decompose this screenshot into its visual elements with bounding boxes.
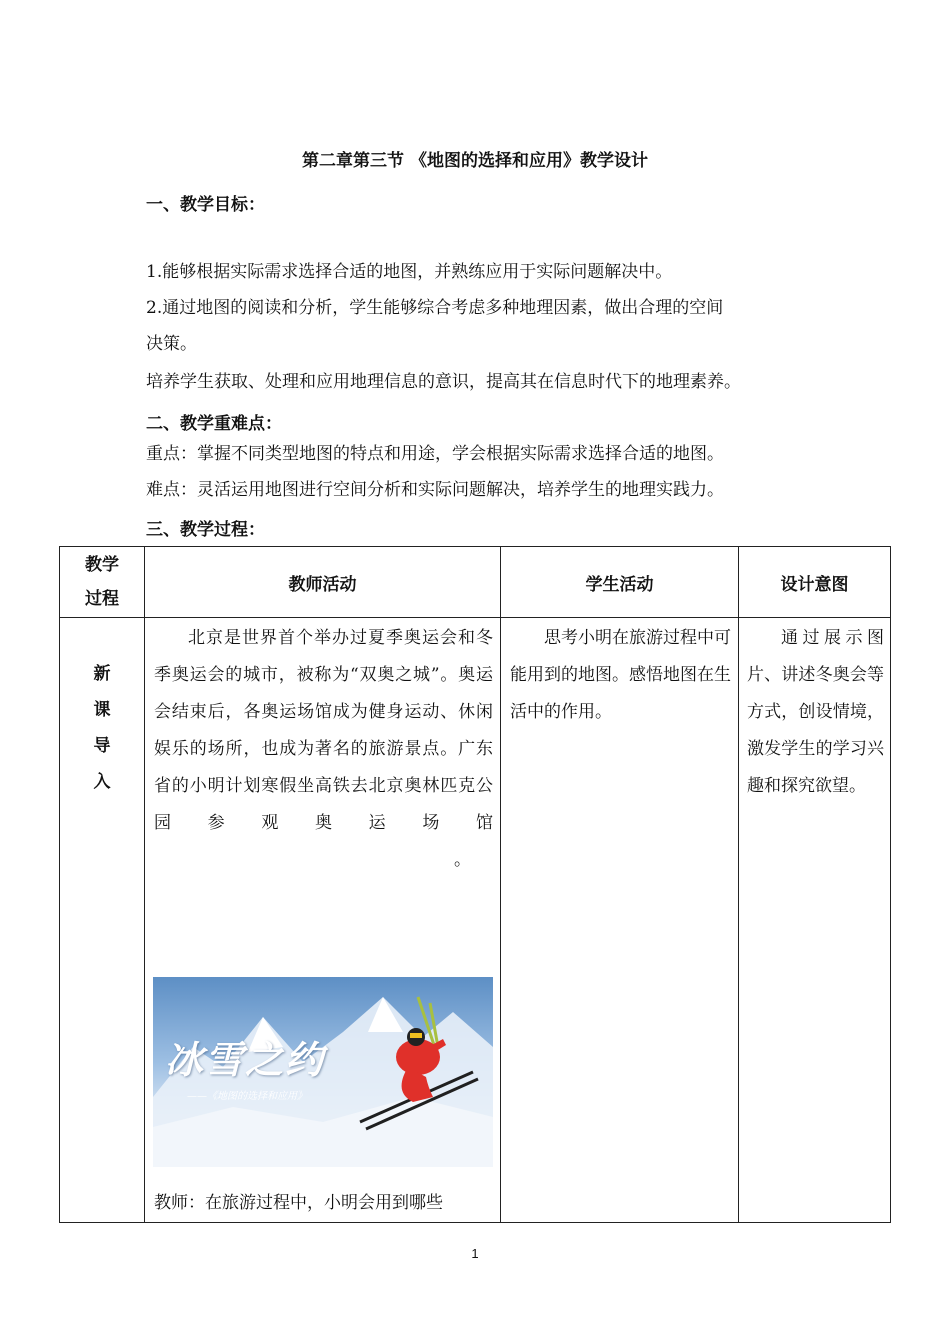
- winter-olympics-banner-image: [153, 977, 493, 1167]
- header-teacher-activity: 教师活动: [145, 547, 501, 618]
- stage-cell: [60, 618, 145, 1223]
- objective-3: 培养学生获取、处理和应用地理信息的意识，提高其在信息时代下的地理素养。: [146, 372, 741, 392]
- section-heading-process: 三、教学过程：: [146, 520, 265, 540]
- document-title: 第二章第三节 《地图的选择和应用》教学设计: [302, 151, 648, 171]
- header-stage-line2: 过程: [85, 589, 119, 609]
- teacher-question: 教师：在旅游过程中，小明会用到哪些: [154, 1193, 443, 1213]
- section-heading-objectives: 一、教学目标：: [146, 195, 265, 215]
- difficult-point: 难点：灵活运用地图进行空间分析和实际问题解决，培养学生的地理实践力。: [146, 480, 724, 500]
- design-purpose-text: 通过展示图片、讲述冬奥会等方式，创设情境，激发学生的学习兴趣和探究欲望。: [747, 628, 884, 796]
- student-activity-cell: [501, 618, 739, 1223]
- header-stage: [60, 547, 145, 618]
- objective-2: 2.通过地图的阅读和分析，学生能够综合考虑多种地理因素，做出合理的空间: [146, 298, 724, 318]
- teacher-intro-end: 。: [454, 850, 471, 870]
- header-student-activity: 学生活动: [501, 547, 739, 618]
- banner-title: 冰雪之约: [165, 1037, 326, 1082]
- table-row-intro: [60, 618, 891, 1223]
- stage-char-3: 导: [93, 736, 111, 756]
- stage-char-2: 课: [93, 700, 111, 720]
- header-stage-line1: 教学: [85, 555, 119, 575]
- stage-char-4: 入: [93, 772, 111, 792]
- key-point: 重点：掌握不同类型地图的特点和用途，学会根据实际需求选择合适的地图。: [146, 444, 724, 464]
- header-design-purpose: 设计意图: [739, 547, 891, 618]
- student-activity-text: 思考小明在旅游过程中可能用到的地图。感悟地图在生活中的作用。: [510, 628, 731, 722]
- design-purpose-cell: [739, 618, 891, 1223]
- objective-2-cont: 决策。: [146, 334, 197, 354]
- banner-subtitle: ——《地图的选择和应用》: [187, 1091, 307, 1102]
- section-heading-key-points: 二、教学重难点：: [146, 414, 282, 434]
- stage-label: [60, 618, 144, 800]
- teacher-intro-text: 北京是世界首个举办过夏季奥运会和冬季奥运会的城市，被称为“双奥之城”。奥运会结束后，各奥运场馆成为健身运动、休闲娱乐的场所，也成为著名的旅游景点。广东省的小明计划寒假坐高铁去北京奥林匹克公园参观奥运场馆: [154, 628, 493, 833]
- table-header-row: [60, 547, 891, 618]
- objective-1: 1.能够根据实际需求选择合适的地图，并熟练应用于实际问题解决中。: [146, 262, 673, 282]
- teacher-activity-cell: [145, 618, 501, 1223]
- stage-char-1: 新: [93, 664, 111, 684]
- page-number: 1: [471, 1246, 479, 1261]
- teacher-activity-text: [145, 618, 500, 879]
- teaching-process-table: [59, 546, 891, 1223]
